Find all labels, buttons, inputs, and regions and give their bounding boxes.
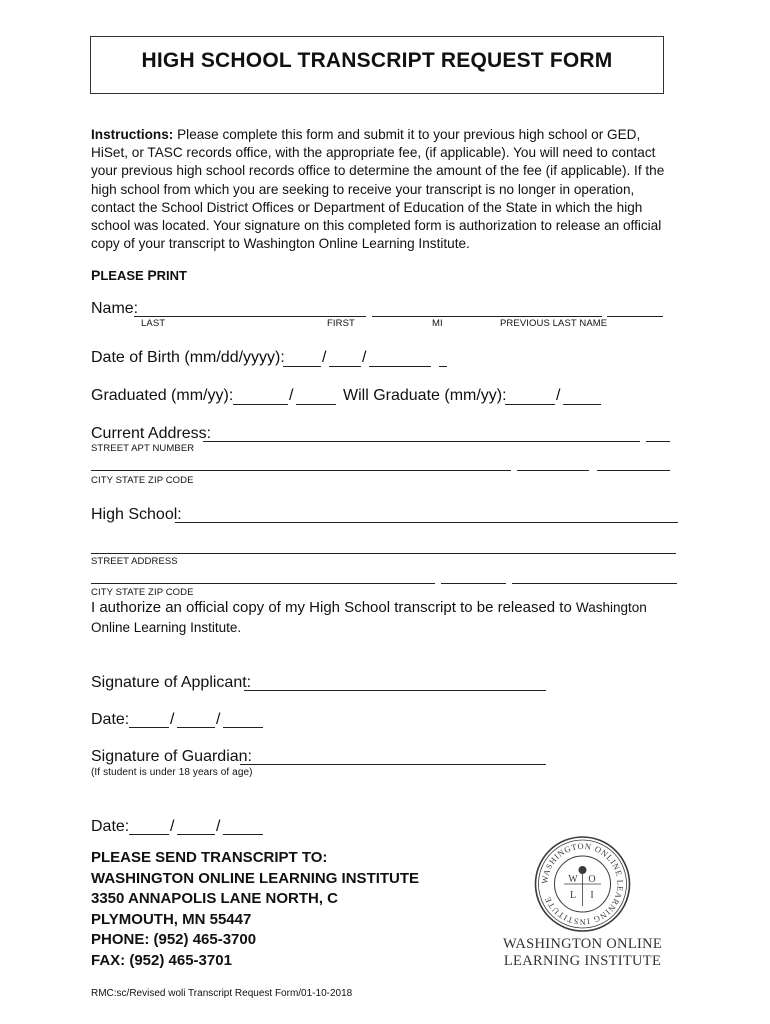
date2-sep-1: / — [170, 818, 175, 835]
high-school-label: High School: — [91, 506, 182, 523]
monogram-o: O — [588, 874, 596, 885]
graduated-label: Graduated (mm/yy): — [91, 387, 234, 404]
send-to-line-1: PLEASE SEND TRANSCRIPT TO: — [91, 849, 328, 866]
please-print-p1: P — [91, 267, 101, 283]
title-box — [90, 36, 664, 94]
seal-ring-text: WASHINGTON ONLINE LEARNING INSTITUTE — [540, 841, 625, 927]
send-to-line-4: PLYMOUTH, MN 55447 — [91, 910, 252, 928]
graduated-month-field[interactable] — [233, 404, 288, 405]
high-school-street-field[interactable] — [91, 553, 676, 554]
logo-name-line-2: LEARNING INSTITUTE — [503, 953, 662, 969]
current-address-label: Current Address: — [91, 425, 212, 442]
authorization-line-1 — [91, 599, 647, 616]
dob-year-field[interactable] — [369, 366, 431, 367]
dob-sep-2: / — [362, 349, 367, 366]
authorization-line-2: Online Learning Institute. — [91, 620, 242, 635]
high-school-sub-city: CITY STATE ZIP CODE — [91, 587, 194, 598]
instructions-label: Instructions: — [91, 127, 174, 142]
send-to-block — [91, 848, 419, 972]
footer-revision: RMC:sc/Revised woli Transcript Request Form/01-10-2018 — [91, 988, 353, 999]
date2-label: Date: — [91, 818, 130, 835]
send-to-line-3: 3350 ANNAPOLIS LANE NORTH, C — [91, 890, 338, 908]
signature-applicant-label: Signature of Applicant: — [91, 674, 252, 691]
name-sub-previous: PREVIOUS LAST NAME — [500, 318, 608, 329]
signature-applicant-field[interactable] — [244, 690, 546, 691]
send-to-line-2: WASHINGTON ONLINE LEARNING INSTITUTE — [91, 869, 420, 887]
current-city-field[interactable] — [91, 470, 511, 471]
authorization-text-1b: Washington — [576, 600, 647, 615]
name-sub-mi: MI — [432, 318, 443, 329]
authorization-text-1: I authorize an official copy of my High School transcript to be released to — [91, 599, 572, 616]
date1-year-field[interactable] — [223, 727, 263, 728]
monogram-i: I — [590, 890, 594, 901]
date1-label: Date: — [91, 711, 130, 728]
will-graduate-month-field[interactable] — [505, 404, 555, 405]
will-graduate-sep: / — [556, 387, 561, 404]
date1-day-field[interactable] — [177, 727, 215, 728]
please-print-rest1: LEASE — [100, 268, 148, 283]
current-address-sub-city: CITY STATE ZIP CODE — [91, 475, 194, 486]
send-to-line-5: PHONE: (952) 465-3700 — [91, 931, 257, 949]
last-name-field[interactable] — [134, 316, 366, 317]
high-school-sub-street: STREET ADDRESS — [91, 556, 178, 567]
dob-month-field[interactable] — [283, 366, 321, 367]
instructions-paragraph — [91, 126, 681, 253]
graduated-sep: / — [289, 387, 294, 404]
signature-guardian-field[interactable] — [240, 764, 546, 765]
high-school-name-field[interactable] — [175, 522, 678, 523]
date1-sep-1: / — [170, 711, 175, 728]
please-print-heading — [91, 267, 187, 283]
date2-sep-2: / — [216, 818, 221, 835]
will-graduate-year-field[interactable] — [563, 404, 601, 405]
first-mi-field[interactable] — [372, 316, 602, 317]
current-address-sub-street: STREET APT NUMBER — [91, 443, 195, 454]
please-print-p2: P — [147, 267, 157, 283]
signature-guardian-note: (If student is under 18 years of age) — [91, 767, 253, 778]
current-street-field[interactable] — [203, 441, 640, 442]
name-label: Name: — [91, 300, 139, 317]
date1-sep-2: / — [216, 711, 221, 728]
high-school-city-field[interactable] — [91, 583, 435, 584]
name-sub-last: LAST — [141, 318, 166, 329]
instructions-text: Please complete this form and submit it to your previous high school or GED, HiSet, or TASC records office, with the appropriate fee, (if applicable). You will need to contact your previous high school records office to determine the amount of the fee (if applicable). If the high school from which you are seeking to receive your transcript is no longer in operation, contact the School District Offices or Department of Education of the State in which the high school was located. Your signature on this completed form is authorization to release an official copy of your transcript to Washington Online Learning Institute. — [91, 127, 665, 252]
high-school-zip-field[interactable] — [512, 583, 677, 584]
date2-day-field[interactable] — [177, 834, 215, 835]
monogram-l: L — [569, 890, 577, 901]
seal-icon — [500, 834, 665, 934]
signature-guardian-label: Signature of Guardian: — [91, 748, 252, 765]
graduated-year-field[interactable] — [296, 404, 336, 405]
logo-name-line-1: WASHINGTON ONLINE — [502, 936, 663, 952]
previous-last-name-field[interactable] — [607, 316, 663, 317]
dob-day-field[interactable] — [329, 366, 361, 367]
current-apt-field[interactable] — [646, 441, 670, 442]
woli-logo — [500, 834, 665, 974]
name-sub-first: FIRST — [327, 318, 355, 329]
high-school-state-field[interactable] — [441, 583, 506, 584]
date1-month-field[interactable] — [129, 727, 169, 728]
date2-month-field[interactable] — [129, 834, 169, 835]
send-to-line-6: FAX: (952) 465-3701 — [91, 951, 232, 969]
dob-year-extra — [439, 366, 447, 367]
form-title: HIGH SCHOOL TRANSCRIPT REQUEST FORM — [141, 49, 613, 72]
date2-year-field[interactable] — [223, 834, 263, 835]
monogram-w: W — [568, 874, 578, 885]
please-print-rest2: RINT — [156, 268, 187, 283]
dob-sep-1: / — [322, 349, 327, 366]
dob-label: Date of Birth (mm/dd/yyyy): — [91, 349, 285, 366]
will-graduate-label: Will Graduate (mm/yy): — [343, 387, 507, 404]
current-zip-field[interactable] — [597, 470, 670, 471]
current-state-field[interactable] — [517, 470, 589, 471]
